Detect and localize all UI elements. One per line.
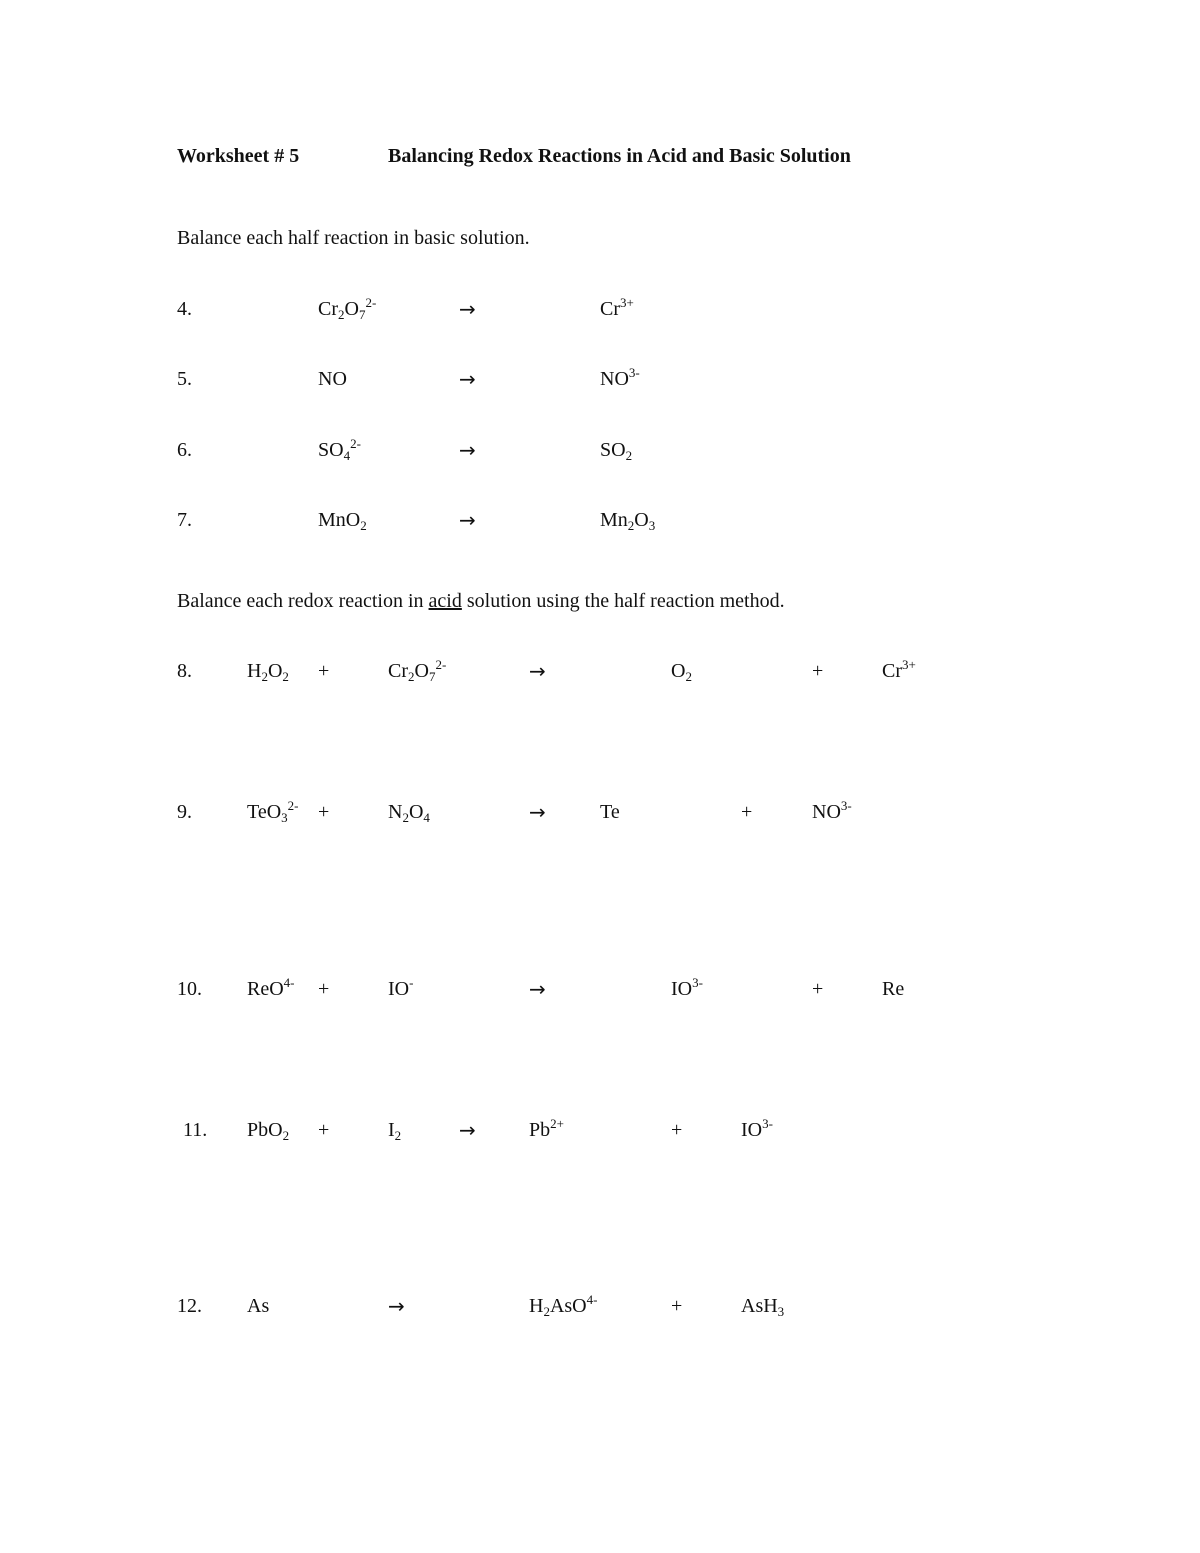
product-formula: Te (600, 801, 620, 823)
product-formula: $NO^{3-}$ (600, 365, 640, 390)
product-formula: AsH$_3$ (741, 1295, 785, 1319)
problem-number: 8. (177, 660, 192, 682)
reaction-arrow: → (529, 659, 546, 683)
reaction-arrow: → (529, 977, 546, 1001)
problem-number: 7. (177, 509, 192, 531)
worksheet-number: Worksheet # 5 (177, 145, 300, 167)
reactant-formula: As (247, 1295, 270, 1317)
product-formula: $Pb^{2+}$ (529, 1116, 564, 1141)
section1-instruction: Balance each half reaction in basic solution. (177, 227, 530, 249)
product-formula: $NO^{3-}$ (812, 798, 852, 823)
plus-sign: + (318, 978, 330, 1000)
reactant-formula: $N_2O_4$ (388, 801, 430, 825)
product-formula: $IO^{3-}$ (741, 1116, 773, 1141)
plus-sign: + (318, 660, 330, 682)
plus-sign: + (318, 801, 330, 823)
product-formula: $Mn_2O_3$ (600, 509, 656, 533)
instruction-emphasis: acid (428, 590, 462, 612)
plus-sign: + (318, 1119, 330, 1141)
reaction-arrow: → (388, 1294, 405, 1318)
reaction-arrow: → (529, 800, 546, 824)
problem-number: 12. (177, 1295, 202, 1317)
reactant-formula: TeO$_3^{2-}$ (247, 798, 299, 825)
reactant-formula: IO- (388, 975, 414, 1000)
reaction-arrow: → (459, 297, 476, 321)
plus-sign: + (812, 660, 824, 682)
product-formula: $H_2AsO^{4-}$ (529, 1292, 598, 1319)
product-formula: $Cr^{3+}$ (600, 295, 634, 320)
reactant-formula: $Cr_2O_7^{2-}$ (388, 657, 447, 684)
plus-sign: + (671, 1119, 683, 1141)
instruction-text: Balance each redox reaction in (177, 590, 429, 612)
reaction-arrow: → (459, 438, 476, 462)
plus-sign: + (671, 1295, 683, 1317)
section2-instruction (177, 591, 785, 611)
problem-number: 6. (177, 439, 192, 461)
product-formula: Re (882, 978, 905, 1000)
reactant-formula: PbO$_2$ (247, 1119, 290, 1143)
product-formula: $Cr^{3+}$ (882, 657, 916, 682)
reactant-formula: $SO_4^{2-}$ (318, 436, 361, 463)
reactant-formula: NO (318, 368, 347, 390)
product-formula: $IO^{3-}$ (671, 975, 703, 1000)
problem-number: 5. (177, 368, 192, 390)
reactant-formula: $H_2O_2$ (247, 660, 289, 684)
reaction-arrow: → (459, 367, 476, 391)
problem-number: 10. (177, 978, 202, 1000)
reactant-formula: ReO$^{4-}$ (247, 975, 295, 1000)
problem-number: 4. (177, 298, 192, 320)
reactant-formula: $I_2$ (388, 1119, 402, 1143)
reactant-formula: $Cr_2O_7^{2-}$ (318, 295, 377, 322)
plus-sign: + (741, 801, 753, 823)
reaction-arrow: → (459, 508, 476, 532)
product-formula: $SO_2$ (600, 439, 633, 463)
problem-number: 9. (177, 801, 192, 823)
worksheet-title: Balancing Redox Reactions in Acid and Basic Solution (388, 145, 851, 167)
reaction-arrow: → (459, 1118, 476, 1142)
product-formula: $O_2$ (671, 660, 692, 684)
reactant-formula: MnO$_2$ (318, 509, 367, 533)
plus-sign: + (812, 978, 824, 1000)
instruction-text: solution using the half reaction method. (461, 590, 785, 612)
problem-number: 11. (183, 1119, 208, 1141)
